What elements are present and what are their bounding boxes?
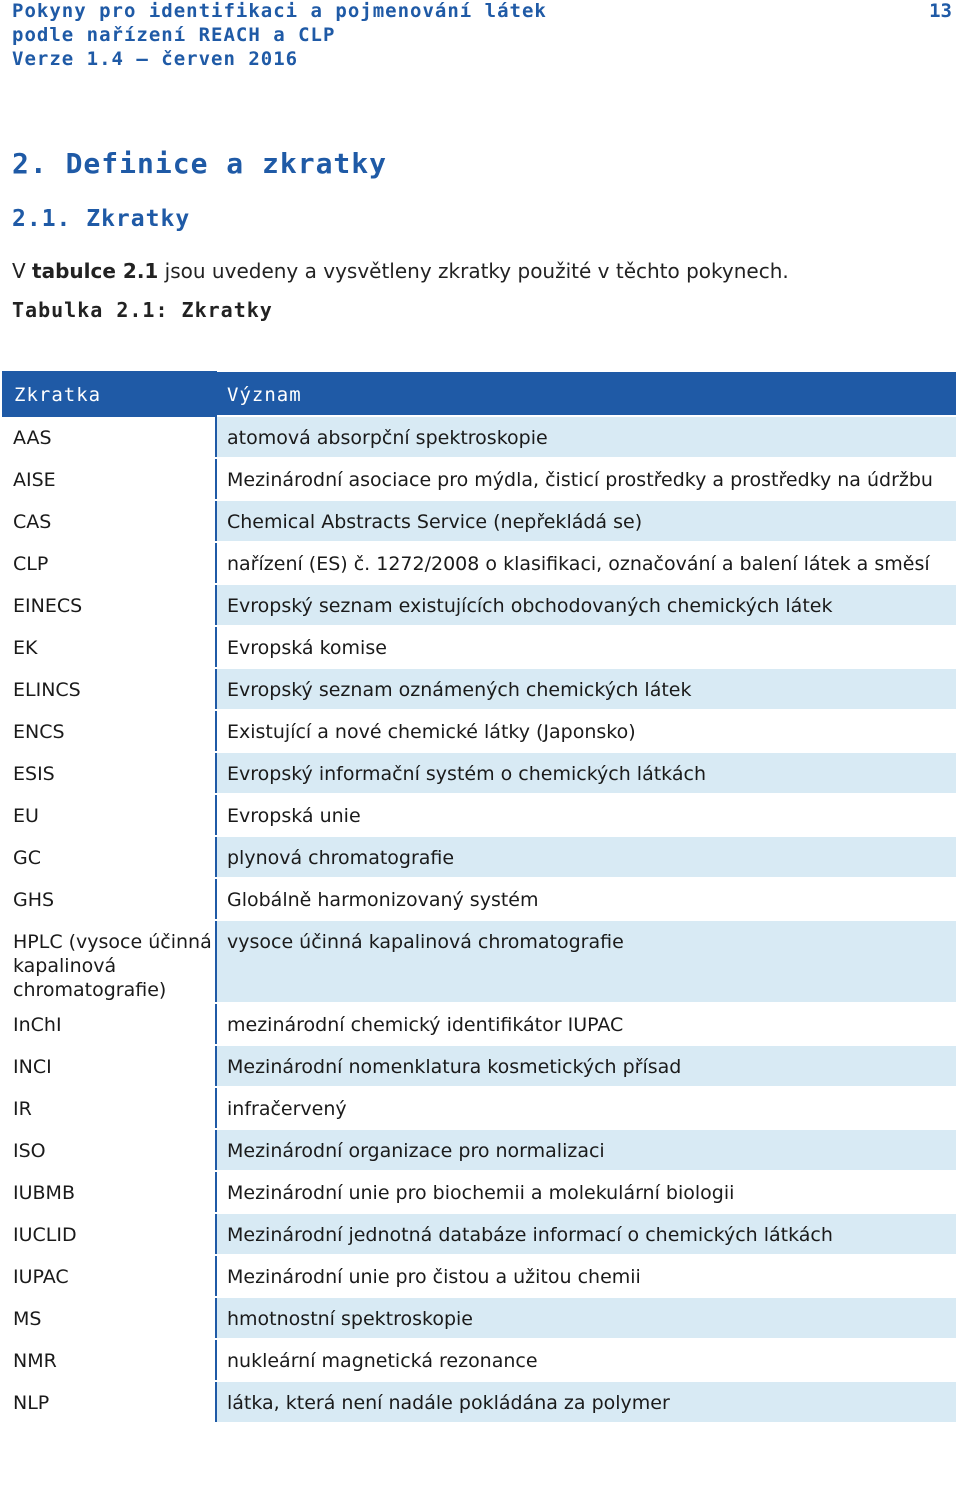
abbreviation-cell: GHS — [3, 878, 216, 920]
meaning-cell: Mezinárodní organizace pro normalizaci — [216, 1129, 957, 1171]
meaning-cell: Mezinárodní nomenklatura kosmetických přísad — [216, 1045, 957, 1087]
table-row — [3, 1045, 957, 1087]
abbreviations-table — [2, 371, 958, 1424]
document-header-version: Verze 1.4 – červen 2016 — [12, 48, 299, 70]
abbreviation-cell: ENCS — [3, 710, 216, 752]
table-row — [3, 1171, 957, 1213]
table-row — [3, 1297, 957, 1339]
meaning-cell: Evropská unie — [216, 794, 957, 836]
meaning-cell: Evropský seznam existujících obchodovaných chemických látek — [216, 584, 957, 626]
meaning-cell: Evropský seznam oznámených chemických látek — [216, 668, 957, 710]
meaning-cell: mezinárodní chemický identifikátor IUPAC — [216, 1003, 957, 1045]
column-header-abbreviation: Zkratka — [3, 372, 216, 416]
intro-paragraph — [12, 259, 789, 283]
abbreviation-cell: ELINCS — [3, 668, 216, 710]
meaning-cell: Globálně harmonizovaný systém — [216, 878, 957, 920]
table-row — [3, 668, 957, 710]
table-row — [3, 752, 957, 794]
abbreviation-cell: EK — [3, 626, 216, 668]
meaning-cell: hmotnostní spektroskopie — [216, 1297, 957, 1339]
table-row — [3, 710, 957, 752]
abbreviation-cell: GC — [3, 836, 216, 878]
abbreviation-cell: MS — [3, 1297, 216, 1339]
table-row — [3, 626, 957, 668]
abbreviation-cell: AISE — [3, 458, 216, 500]
abbreviation-cell: InChI — [3, 1003, 216, 1045]
document-header-subtitle: podle nařízení REACH a CLP — [12, 24, 336, 46]
meaning-cell: Mezinárodní unie pro čistou a užitou chemii — [216, 1255, 957, 1297]
abbreviation-cell: EINECS — [3, 584, 216, 626]
meaning-cell: atomová absorpční spektroskopie — [216, 416, 957, 458]
table-caption: Tabulka 2.1: Zkratky — [12, 298, 273, 322]
meaning-cell: látka, která není nadále pokládána za polymer — [216, 1381, 957, 1423]
table-row — [3, 542, 957, 584]
abbreviation-cell: ESIS — [3, 752, 216, 794]
intro-prefix: V — [12, 259, 33, 283]
column-header-meaning: Význam — [216, 372, 957, 416]
meaning-cell: plynová chromatografie — [216, 836, 957, 878]
meaning-cell: Existující a nové chemické látky (Japonsko) — [216, 710, 957, 752]
table-body — [3, 416, 957, 1423]
abbreviation-cell: HPLC (vysoce účinná kapalinová chromatografie) — [3, 920, 216, 1003]
table-row — [3, 836, 957, 878]
abbreviation-cell: AAS — [3, 416, 216, 458]
document-header-title: Pokyny pro identifikaci a pojmenování látek — [12, 0, 547, 22]
page-number: 13 — [929, 0, 952, 22]
table-row — [3, 1087, 957, 1129]
meaning-cell: nukleární magnetická rezonance — [216, 1339, 957, 1381]
meaning-cell: Mezinárodní unie pro biochemii a molekulární biologii — [216, 1171, 957, 1213]
meaning-cell: Mezinárodní jednotná databáze informací o chemických látkách — [216, 1213, 957, 1255]
table-row — [3, 920, 957, 1003]
table-row — [3, 458, 957, 500]
table-reference: tabulce 2.1 — [32, 259, 159, 283]
abbreviation-cell: EU — [3, 794, 216, 836]
abbreviation-cell: IUCLID — [3, 1213, 216, 1255]
abbreviation-cell: ISO — [3, 1129, 216, 1171]
table-row — [3, 1213, 957, 1255]
table-row — [3, 1003, 957, 1045]
table-row — [3, 878, 957, 920]
table-row — [3, 500, 957, 542]
meaning-cell: nařízení (ES) č. 1272/2008 o klasifikaci, označování a balení látek a směsí — [216, 542, 957, 584]
table-row — [3, 794, 957, 836]
subsection-title: 2.1. Zkratky — [12, 206, 191, 232]
abbreviation-cell: IR — [3, 1087, 216, 1129]
meaning-cell: Chemical Abstracts Service (nepřekládá se) — [216, 500, 957, 542]
abbreviation-cell: CLP — [3, 542, 216, 584]
table-row — [3, 584, 957, 626]
section-title: 2. Definice a zkratky — [12, 147, 388, 180]
abbreviation-cell: IUPAC — [3, 1255, 216, 1297]
meaning-cell: vysoce účinná kapalinová chromatografie — [216, 920, 957, 1003]
table-header-row — [3, 372, 957, 416]
table-row — [3, 1339, 957, 1381]
table-row — [3, 1255, 957, 1297]
table-row — [3, 416, 957, 458]
intro-suffix: jsou uvedeny a vysvětleny zkratky použité v těchto pokynech. — [158, 259, 789, 283]
abbreviation-cell: NLP — [3, 1381, 216, 1423]
abbreviation-cell: IUBMB — [3, 1171, 216, 1213]
abbreviation-cell: CAS — [3, 500, 216, 542]
meaning-cell: infračervený — [216, 1087, 957, 1129]
abbreviation-cell: NMR — [3, 1339, 216, 1381]
meaning-cell: Mezinárodní asociace pro mýdla, čisticí prostředky a prostředky na údržbu — [216, 458, 957, 500]
table-row — [3, 1381, 957, 1423]
meaning-cell: Evropská komise — [216, 626, 957, 668]
abbreviation-cell: INCI — [3, 1045, 216, 1087]
table-row — [3, 1129, 957, 1171]
meaning-cell: Evropský informační systém o chemických látkách — [216, 752, 957, 794]
